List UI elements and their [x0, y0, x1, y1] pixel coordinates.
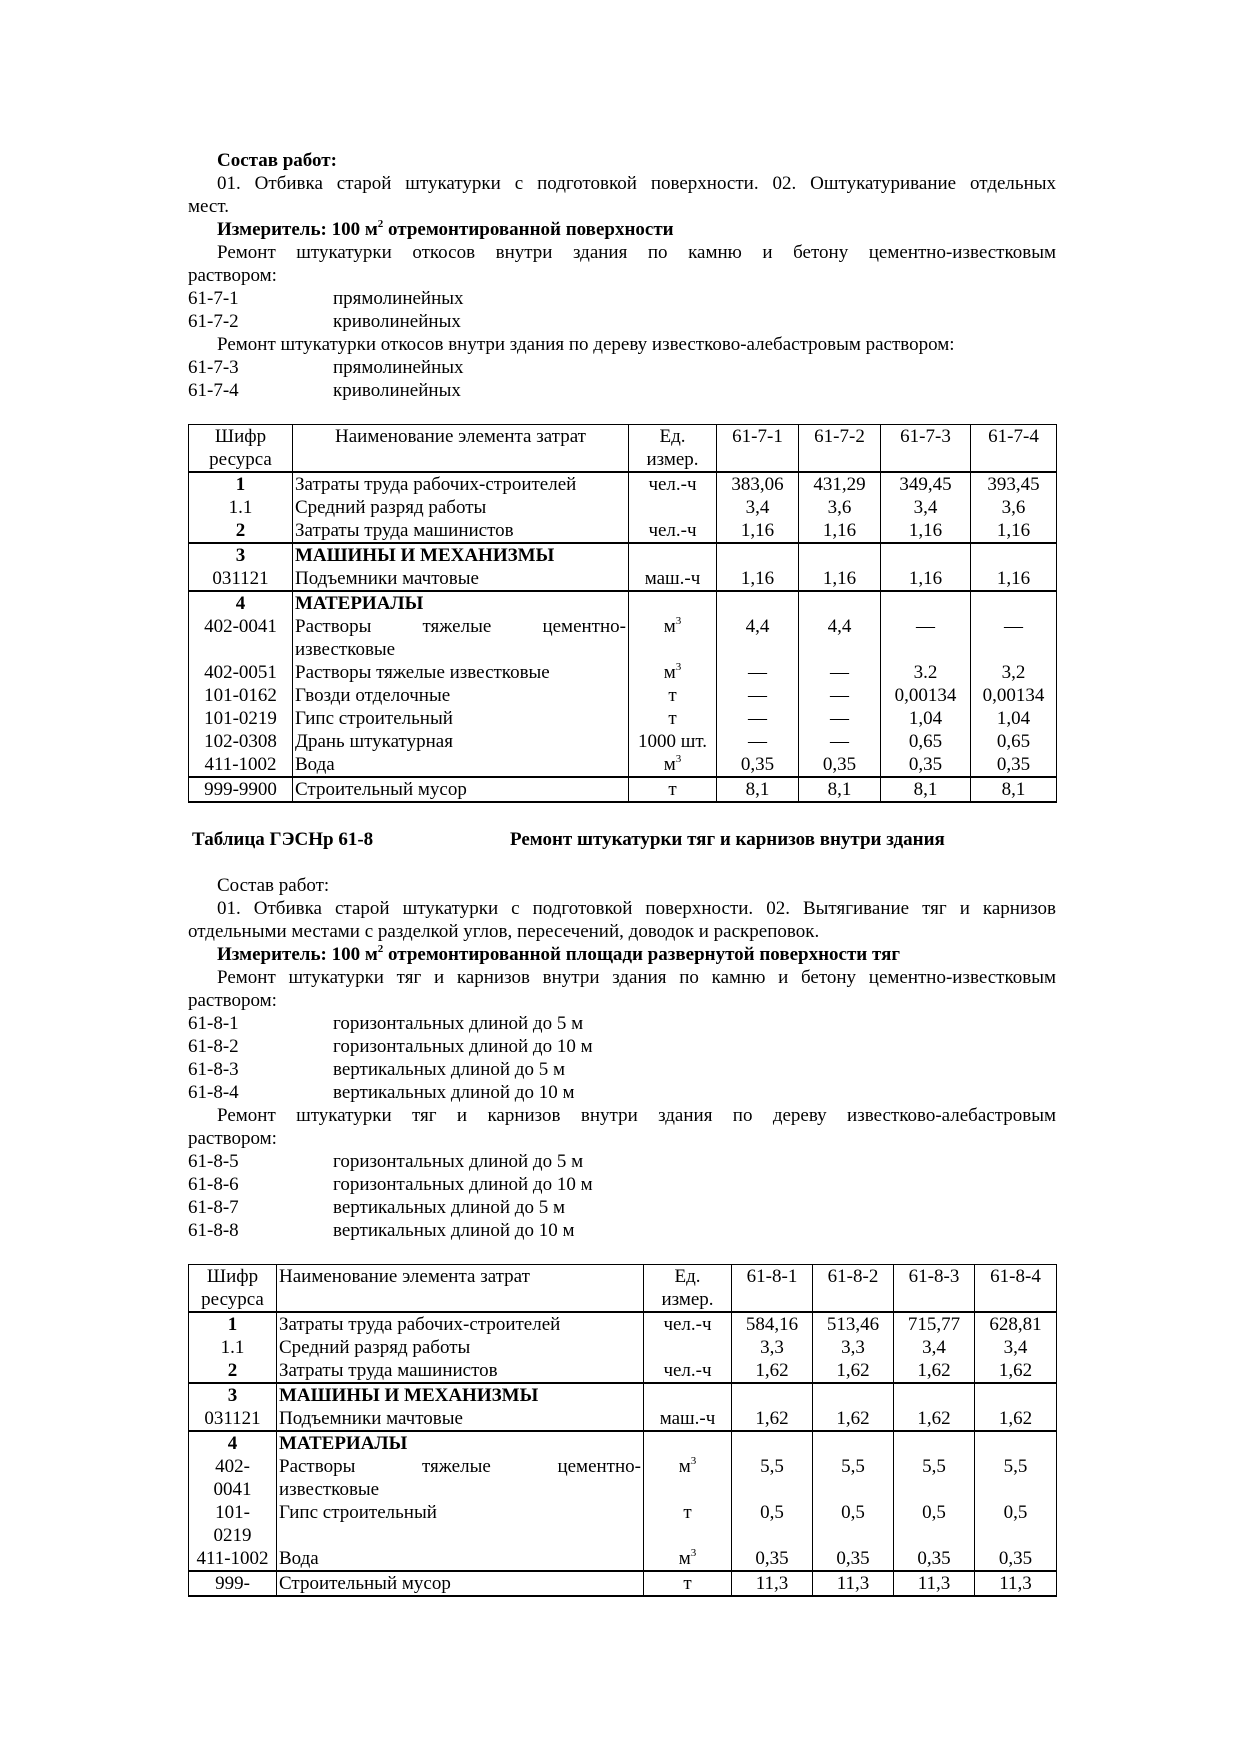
table-header-row-2: ресурса измер. [189, 1288, 1057, 1312]
table-row: 101-0219 Гипс строительный т — — 1,04 1,04 [189, 707, 1057, 730]
table-row: 411-1002 Вода $м^3$ 0,35 0,35 0,35 0,35 [189, 753, 1057, 777]
item-row: 61-8-7 вертикальных длиной до 5 м [188, 1197, 565, 1218]
section1-text [188, 149, 1056, 402]
table-row: 1 Затраты труда рабочих-строителей чел.-ч 383,06 431,29 349,45 393,45 [189, 472, 1057, 496]
group1-line-2: раствором: [188, 265, 277, 286]
group1-line-1: Ремонт штукатурки откосов внутри здания по камню и бетону цементно-известковым [217, 242, 1056, 263]
table-row: 999-9900 Строительный мусор т 8,1 8,1 8,1 8,1 [189, 777, 1057, 802]
table-row: 3 МАШИНЫ И МЕХАНИЗМЫ [189, 543, 1057, 567]
item-row: 61-8-4 вертикальных длиной до 10 м [188, 1082, 575, 1103]
table-header-row: Шифр Наименование элемента затрат Ед. 61-8-1 61-8-2 61-8-3 61-8-4 [189, 1265, 1057, 1289]
table-row: 402-0041 Растворы тяжелые цементно- $м^3$ 4,4 4,4 — — [189, 615, 1057, 638]
table-row: 402-0051 Растворы тяжелые известковые $м^3$ — — 3.2 3,2 [189, 661, 1057, 684]
table-row: 4 МАТЕРИАЛЫ [189, 591, 1057, 615]
item-row: 61-8-2 горизонтальных длиной до 10 м [188, 1036, 593, 1057]
composition-line-2: отдельными местами с разделкой углов, пересечений, доводок и раскреповок. [188, 921, 820, 942]
group2-line-1: Ремонт штукатурки откосов внутри здания по дереву известково-алебастровым раствором: [217, 334, 955, 355]
table-title: Таблица ГЭСНр 61-8 Ремонт штукатурки тяг и карнизов внутри здания [192, 829, 945, 850]
item-row: 61-8-5 горизонтальных длиной до 5 м [188, 1151, 584, 1172]
resource-table-61-7 [188, 424, 1057, 803]
table-row: 1 Затраты труда рабочих-строителей чел.-ч 584,16 513,46 715,77 628,81 [189, 1312, 1057, 1336]
item-row: 61-8-1 горизонтальных длиной до 5 м [188, 1013, 584, 1034]
table-row: 999- Строительный мусор т 11,3 11,3 11,3 11,3 [189, 1571, 1057, 1596]
measure-line: Измеритель: 100 $м^2$ отремонтированной поверхности [217, 217, 674, 240]
group1-line-1: Ремонт штукатурки тяг и карнизов внутри здания по камню и бетону цементно-известковым [217, 967, 1056, 988]
group2-line-1: Ремонт штукатурки тяг и карнизов внутри здания по дереву известково-алебастровым [217, 1105, 1056, 1126]
section2-text [188, 874, 1056, 1242]
item-row: 61-7-4 криволинейных [188, 380, 461, 401]
table-row-continuation: известковые [189, 638, 1057, 661]
group2-line-2: раствором: [188, 1128, 277, 1149]
table-row: 031121 Подъемники мачтовые маш.-ч 1,62 1,62 1,62 1,62 [189, 1407, 1057, 1431]
table-row: 411-1002 Вода $м^3$ 0,35 0,35 0,35 0,35 [189, 1547, 1057, 1571]
table-row: 2 Затраты труда машинистов чел.-ч 1,62 1,62 1,62 1,62 [189, 1359, 1057, 1383]
item-row: 61-8-3 вертикальных длиной до 5 м [188, 1059, 565, 1080]
item-row: 61-7-3 прямолинейных [188, 357, 464, 378]
table-row: 1.1 Средний разряд работы 3,4 3,6 3,4 3,6 [189, 496, 1057, 519]
table-row: 101-0162 Гвозди отделочные т — — 0,00134 0,00134 [189, 684, 1057, 707]
item-row: 61-7-2 криволинейных [188, 311, 461, 332]
table-row: 1.1 Средний разряд работы 3,3 3,3 3,4 3,4 [189, 1336, 1057, 1359]
item-row: 61-7-1 прямолинейных [188, 288, 464, 309]
composition-line-1: 01. Отбивка старой штукатурки с подготовкой поверхности. 02. Оштукатуривание отдельных [217, 173, 1056, 194]
table-header-row: Шифр Наименование элемента затрат Ед. 61-7-1 61-7-2 61-7-3 61-7-4 [189, 425, 1057, 449]
table-header-row-2: ресурса измер. [189, 448, 1057, 472]
table-row: 402- Растворы тяжелые цементно- $м^3$ 5,5 5,5 5,5 5,5 [189, 1455, 1057, 1478]
item-row: 61-8-6 горизонтальных длиной до 10 м [188, 1174, 593, 1195]
composition-line-1: 01. Отбивка старой штукатурки с подготовкой поверхности. 02. Вытягивание тяг и карнизов [217, 898, 1056, 919]
table-row: 031121 Подъемники мачтовые маш.-ч 1,16 1,16 1,16 1,16 [189, 567, 1057, 591]
table-row-continuation: 0041 известковые [189, 1478, 1057, 1501]
group1-line-2: раствором: [188, 990, 277, 1011]
table-row: 102-0308 Дрань штукатурная 1000 шт. — — 0,65 0,65 [189, 730, 1057, 753]
composition-line-2: мест. [188, 196, 229, 217]
table-row-continuation: 0219 [189, 1524, 1057, 1547]
measure-line: Измеритель: 100 $м^2$ отремонтированной площади развернутой поверхности тяг [217, 942, 900, 965]
composition-title: Состав работ: [217, 150, 337, 171]
table-row: 3 МАШИНЫ И МЕХАНИЗМЫ [189, 1383, 1057, 1407]
resource-table-61-8 [188, 1264, 1057, 1597]
table-row: 101- Гипс строительный т 0,5 0,5 0,5 0,5 [189, 1501, 1057, 1524]
table-row: 2 Затраты труда машинистов чел.-ч 1,16 1,16 1,16 1,16 [189, 519, 1057, 543]
composition-title: Состав работ: [217, 875, 330, 896]
item-row: 61-8-8 вертикальных длиной до 10 м [188, 1220, 575, 1241]
table-row: 4 МАТЕРИАЛЫ [189, 1431, 1057, 1455]
